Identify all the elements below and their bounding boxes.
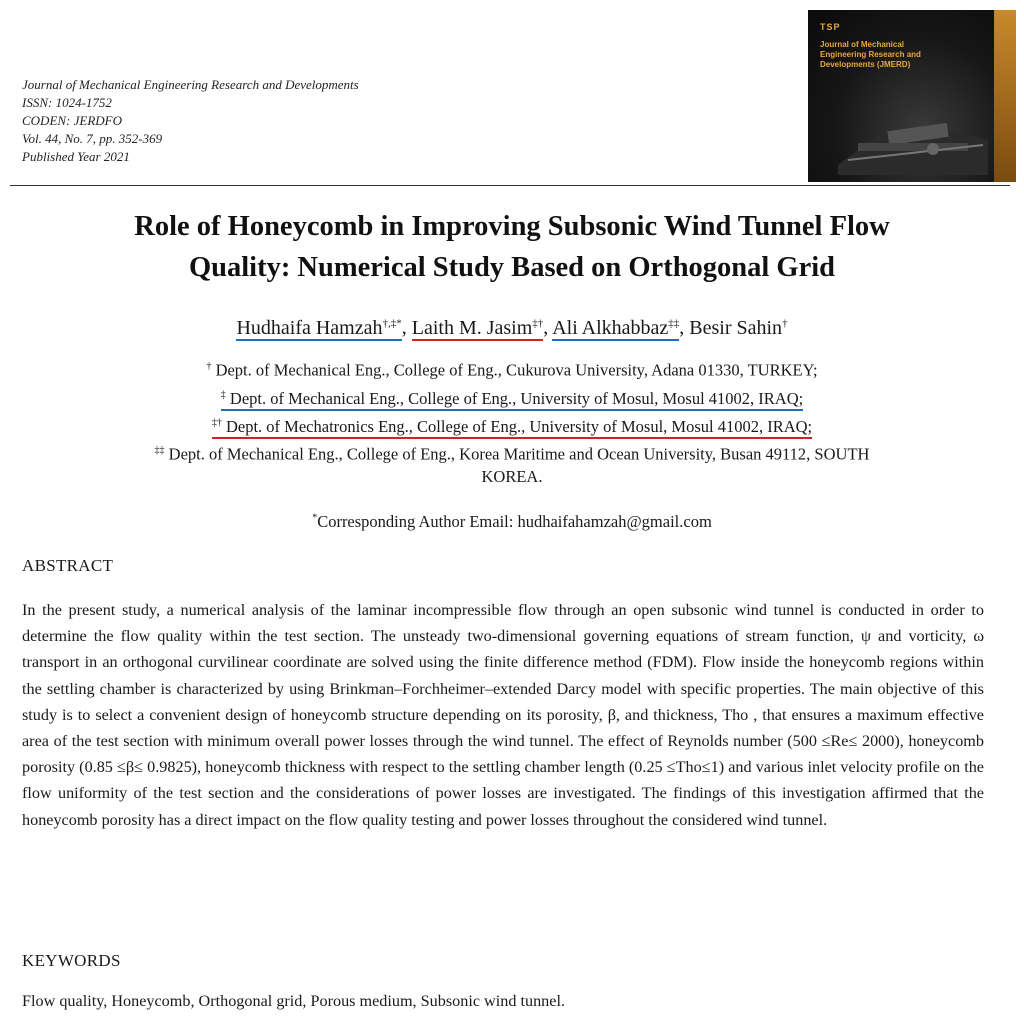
abstract-body: In the present study, a numerical analysis of the laminar incompressible flow through an open subsonic wind tunnel is conducted in order to determine the flow quality within the test section. The unsteady two-dimensional governing equations of stream function, ψ and vorticity, ω transport in an orthogonal curvilinear coordinate are solved using the finite difference method (FDM). Flow inside the honeycomb regions within the settling chamber is characterized by using Brinkman–Forchheimer–extended Darcy model with specific properties. The main objective of this study is to select a convenient design of honeycomb structure depending on its porosity, β, and thickness, Tho , that ensures a maximum effective area of the test section with minimum overall power losses through the wind tunnel. The effect of Reynolds number (500 ≤Re≤ 2000), honeycomb porosity (0.85 ≤β≤ 0.9825), honeycomb thickness with respect to the settling chamber length (0.25 ≤Tho≤1) and various inlet velocity profile on the flow uniformity of the test section and the considerations of power losses are investigated. The findings of this investigation affirmed that the honeycomb porosity has a direct impact on the flow quality testing and power losses throughout the considered wind tunnel. (22, 601, 984, 829)
affiliation-3: ‡† Dept. of Mechatronics Eng., College of Eng., University of Mosul, Mosul 41002, IRAQ; (0, 412, 1024, 438)
author-name: Laith M. Jasim‡† (411, 316, 544, 339)
affiliation-1: † Dept. of Mechanical Eng., College of Eng., Cukurova University, Adana 01330, TURKEY; (206, 360, 818, 380)
author-list: Hudhaifa Hamzah†,‡*, Laith M. Jasim‡†, Ali Alkhabbaz‡‡, Besir Sahin† (236, 316, 788, 339)
paper-title (0, 206, 1024, 288)
author-name: Hudhaifa Hamzah†,‡* (236, 316, 402, 339)
keywords-list: Flow quality, Honeycomb, Orthogonal grid, Porous medium, Subsonic wind tunnel. (22, 992, 565, 1010)
keywords-heading: KEYWORDS (22, 951, 121, 970)
journal-coden: CODEN: JERDFO (22, 113, 123, 128)
cover-machinery-art (838, 105, 998, 175)
corresponding-author: *Corresponding Author Email: hudhaifahamzah@gmail.com (312, 512, 712, 531)
paper-title-line-2: Quality: Numerical Study Based on Orthogonal Grid (188, 252, 836, 283)
cover-title: Journal of Mechanical Engineering Research and Developments (JMERD) (820, 40, 921, 69)
cover-logo: TSP (820, 22, 841, 32)
header-divider (10, 185, 1010, 186)
author-name: Besir Sahin† (689, 316, 788, 339)
journal-issn: ISSN: 1024-1752 (22, 95, 112, 110)
affiliation-4: ‡‡ Dept. of Mechanical Eng., College of Eng., Korea Maritime and Ocean University, Busan 49112, SOUTH (154, 444, 870, 464)
abstract-heading: ABSTRACT (22, 556, 114, 575)
journal-name: Journal of Mechanical Engineering Research and Developments (22, 77, 359, 92)
affiliation-4-continued: KOREA. (481, 467, 543, 486)
journal-info (22, 76, 359, 166)
journal-cover-image (808, 10, 1016, 182)
affiliation-2: ‡ Dept. of Mechanical Eng., College of Eng., University of Mosul, Mosul 41002, IRAQ; (0, 384, 1024, 410)
journal-published: Published Year 2021 (22, 149, 130, 164)
paper-title-line-1: Role of Honeycomb in Improving Subsonic Wind Tunnel Flow (134, 211, 890, 242)
journal-volume: Vol. 44, No. 7, pp. 352-369 (22, 131, 163, 146)
author-name: Ali Alkhabbaz‡‡ (552, 316, 680, 339)
